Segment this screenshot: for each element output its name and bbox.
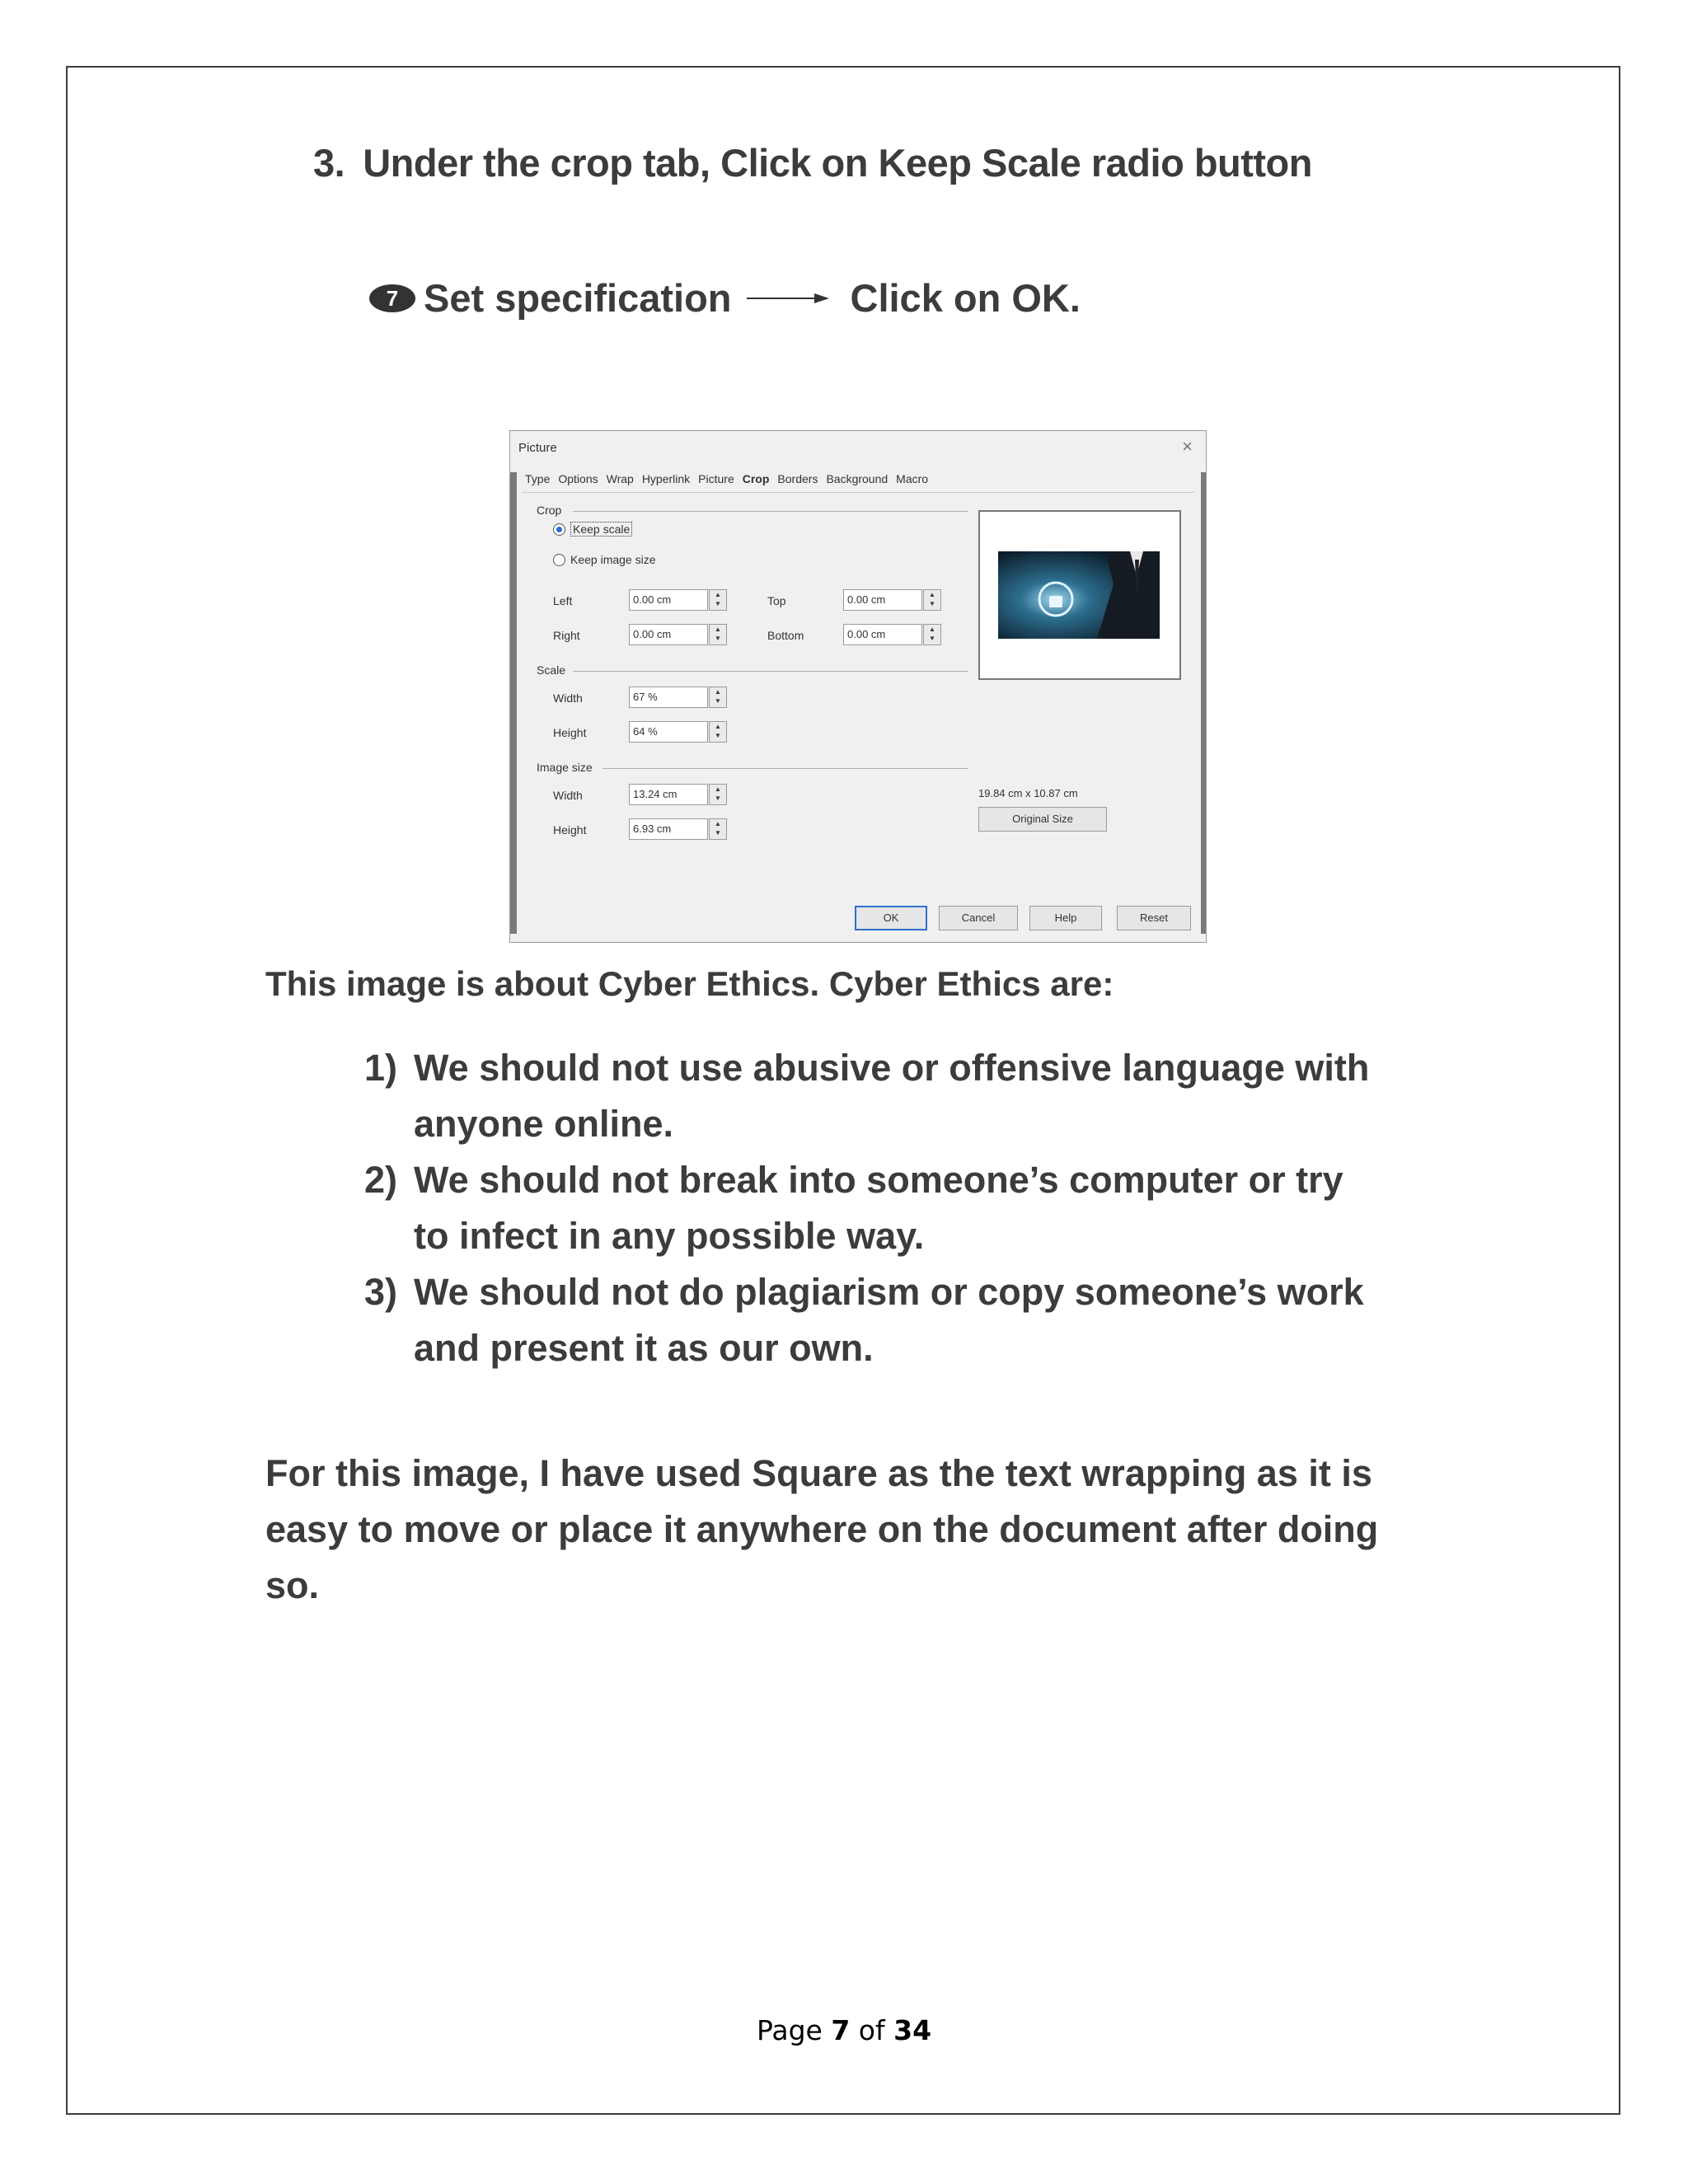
spinner-arrows-icon[interactable]: ▲ ▼ <box>709 687 727 708</box>
dialog-tabs <box>525 472 928 485</box>
cyber-ethics-list <box>364 1040 1370 1376</box>
keep-image-size-radio[interactable] <box>553 554 565 566</box>
specification-line <box>369 275 1081 321</box>
page-number: 7 <box>831 2014 851 2046</box>
image-size-section-line <box>603 768 968 769</box>
list-item <box>364 1264 1370 1376</box>
scale-height-value: 64 % <box>633 725 658 738</box>
spinner-arrows-icon[interactable]: ▲ ▼ <box>709 589 727 611</box>
left-input[interactable] <box>629 589 721 611</box>
spinner-arrows-icon[interactable]: ▲ ▼ <box>709 818 727 840</box>
cancel-button[interactable]: Cancel <box>939 906 1018 930</box>
help-button[interactable]: Help <box>1029 906 1102 930</box>
scale-width-value: 67 % <box>633 691 658 703</box>
size-height-label: Height <box>553 823 587 837</box>
tab-wrap[interactable]: Wrap <box>606 472 634 485</box>
right-arrow-icon <box>747 290 829 307</box>
tab-hyperlink[interactable]: Hyperlink <box>641 472 691 485</box>
keep-scale-label: Keep scale <box>570 522 632 537</box>
spinner-arrows-icon[interactable]: ▲ ▼ <box>709 624 727 645</box>
right-label: Right <box>553 629 580 642</box>
size-width-label: Width <box>553 789 583 802</box>
list-number: 3) <box>364 1271 398 1313</box>
tab-type[interactable]: Type <box>525 472 551 485</box>
page-label: Page <box>756 2014 823 2046</box>
scale-width-label: Width <box>553 691 583 705</box>
size-height-value: 6.93 cm <box>633 823 672 835</box>
right-value: 0.00 cm <box>633 628 672 640</box>
keep-scale-option[interactable] <box>553 522 632 537</box>
list-text: We should not do plagiarism or copy someone’s work and present it as our own. <box>414 1271 1364 1369</box>
size-width-value: 13.24 cm <box>633 788 678 800</box>
spinner-arrows-icon[interactable]: ▲ ▼ <box>923 589 941 611</box>
keep-scale-radio[interactable] <box>553 523 565 536</box>
reset-button[interactable]: Reset <box>1117 906 1191 930</box>
size-width-input[interactable] <box>629 784 721 805</box>
tab-options[interactable]: Options <box>558 472 598 485</box>
ok-button[interactable]: OK <box>855 906 927 930</box>
top-value: 0.00 cm <box>847 593 886 606</box>
crop-section-label: Crop <box>537 504 562 517</box>
spec-action: Click on OK. <box>850 276 1081 320</box>
scale-height-label: Height <box>553 726 587 739</box>
of-label: of <box>858 2014 885 2046</box>
step-heading <box>313 140 1312 185</box>
top-input[interactable] <box>843 589 935 611</box>
step-text: Under the crop tab, Click on Keep Scale radio button <box>363 141 1312 185</box>
dialog-title: Picture <box>518 441 557 455</box>
scale-width-input[interactable] <box>629 687 721 708</box>
cyber-security-thumbnail-icon <box>998 551 1160 639</box>
left-label: Left <box>553 594 573 607</box>
total-pages: 34 <box>893 2014 932 2046</box>
image-preview <box>978 510 1181 680</box>
list-text: We should not use abusive or offensive language with anyone online. <box>414 1047 1370 1145</box>
spinner-arrows-icon[interactable]: ▲ ▼ <box>709 721 727 743</box>
scale-height-input[interactable] <box>629 721 721 743</box>
page-footer <box>0 2014 1688 2046</box>
dialog-left-edge <box>510 472 517 934</box>
tab-crop[interactable]: Crop <box>742 472 770 485</box>
close-icon[interactable]: × <box>1182 436 1193 457</box>
original-size-button[interactable]: Original Size <box>978 807 1107 832</box>
list-item <box>364 1040 1370 1152</box>
bullet-seven-icon: 7 <box>369 284 415 312</box>
right-input[interactable] <box>629 624 721 645</box>
keep-image-size-option[interactable] <box>553 553 656 566</box>
spec-text: Set specification <box>424 276 732 320</box>
left-value: 0.00 cm <box>633 593 672 606</box>
list-number: 2) <box>364 1159 398 1201</box>
scale-section-line <box>573 671 968 672</box>
list-text: We should not break into someone’s computer or try to infect in any possible way. <box>414 1159 1343 1257</box>
top-label: Top <box>767 594 786 607</box>
keep-image-size-label: Keep image size <box>570 553 656 566</box>
bottom-label: Bottom <box>767 629 804 642</box>
bottom-input[interactable] <box>843 624 935 645</box>
spinner-arrows-icon[interactable]: ▲ ▼ <box>923 624 941 645</box>
spinner-arrows-icon[interactable]: ▲ ▼ <box>709 784 727 805</box>
list-number: 1) <box>364 1047 398 1089</box>
intro-text: This image is about Cyber Ethics. Cyber Ethics are: <box>265 964 1114 1003</box>
closing-paragraph: For this image, I have used Square as the text wrapping as it is easy to move or place it anywhere on the document after doing so. <box>265 1452 1379 1606</box>
size-height-input[interactable] <box>629 818 721 840</box>
original-dimensions: 19.84 cm x 10.87 cm <box>978 787 1078 799</box>
image-size-section-label: Image size <box>537 761 593 774</box>
bottom-value: 0.00 cm <box>847 628 886 640</box>
tab-borders[interactable]: Borders <box>777 472 818 485</box>
tab-divider <box>522 492 1194 493</box>
crop-section-line <box>573 511 968 512</box>
step-number: 3. <box>313 141 345 185</box>
dialog-right-edge <box>1201 472 1206 934</box>
list-item <box>364 1152 1370 1264</box>
scale-section-label: Scale <box>537 663 566 677</box>
tab-picture[interactable]: Picture <box>698 472 734 485</box>
tab-background[interactable]: Background <box>826 472 889 485</box>
picture-dialog-screenshot <box>509 430 1207 943</box>
tab-macro[interactable]: Macro <box>896 472 929 485</box>
